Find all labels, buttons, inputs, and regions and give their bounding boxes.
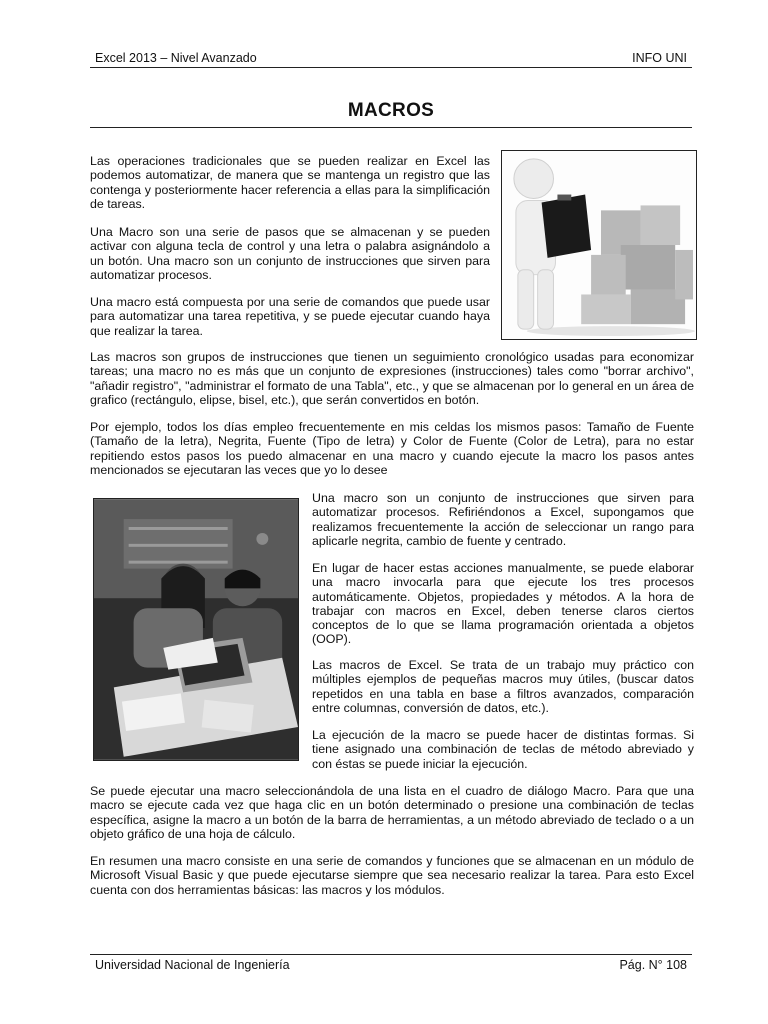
paragraph-intro: Las operaciones tradicionales que se pueden realizar en Excel las podemos automatizar, de manera que se mantenga un registro que las contenga y posteriormente hacer referencia a ellas para la simplificación de tareas. (90, 154, 490, 211)
paragraph-composition: Una macro está compuesta por una serie de comandos que puede usar para automatizar una tarea repetitiva, y se puede ejecutar cuando haya que realizar la tarea. (90, 295, 490, 338)
paragraph-summary: En resumen una macro consiste en una serie de comandos y funciones que se almacenan en un módulo de Microsoft Visual Basic y que puede ejecutarse siempre que sea necesario realizar la tarea. Para esto Excel cuenta con dos herramientas básicas: las macros y los módulos. (90, 854, 694, 897)
header-course-title: Excel 2013 – Nivel Avanzado (95, 51, 257, 65)
paragraph-execution: La ejecución de la macro se puede hacer de distintas formas. Si tiene asignado una combinación de teclas de método abreviado y con éstas se puede iniciar la ejecución. (312, 728, 694, 771)
page-header (90, 50, 692, 68)
page-title: MACROS (90, 100, 692, 128)
people-working-image (94, 499, 298, 760)
paragraph-instruction-groups: Las macros son grupos de instrucciones que tienen un seguimiento cronológico usadas para economizar tareas; una macro no es más que un conjunto de expresiones (instrucciones) tales como "borrar archivo", "añadir registro", "administrar el formato de una Tabla", etc., y que se almacenan por lo general en un área de grafico (rectángulo, elipse, bisel, etc.), que serán convertidos en botón. (90, 350, 694, 407)
paragraph-oop: En lugar de hacer estas acciones manualmente, se puede elaborar una macro invocarla para que ejecute los tres procesos automáticamente. Objetos, propiedades y métodos. A la hora de trabajar con macros en Excel, deben tenerse claros ciertos conceptos de lo que se llama programación orientada a objetos (OOP). (312, 561, 694, 647)
footer-page-number: Pág. N° 108 (619, 958, 687, 972)
paragraph-automation: Una macro son un conjunto de instrucciones que sirven para automatizar procesos. Refiriéndonos a Excel, supongamos que realizamos frecuentemente la acción de seleccionar un rango para aplicarle negrita, cambio de fuente y centrado. (312, 491, 694, 548)
figure-boxes-photo (501, 150, 697, 340)
page-footer (90, 954, 692, 972)
header-institution: INFO UNI (632, 51, 687, 65)
paragraph-definition: Una Macro son una serie de pasos que se almacenan y se pueden activar con alguna tecla de control y una letra o palabra asignándolo a un botón. Una macro son un conjunto de instrucciones que sirven para automatizar procesos. (90, 225, 490, 282)
people-laptop-photo (93, 498, 299, 761)
paragraph-run-macro: Se puede ejecutar una macro seleccionándola de una lista en el cuadro de diálogo Macro. Para que una macro se ejecute cada vez que haga clic en un botón determinado o presione una combinación de teclas específica, asigne la macro a un botón de la barra de herramientas, a un método abreviado de teclado o a un objeto gráfico de una hoja de cálculo. (90, 784, 694, 841)
paragraph-excel-macros: Las macros de Excel. Se trata de un trabajo muy práctico con múltiples ejemplos de pequeñas macros muy útiles, (buscar datos repetidos en una tabla en base a filtros avanzados, comparación entre columnas, conversión de datos, etc.). (312, 658, 694, 715)
figure-with-clipboard-image (502, 151, 696, 339)
footer-university: Universidad Nacional de Ingeniería (95, 958, 290, 972)
paragraph-example: Por ejemplo, todos los días empleo frecuentemente en mis celdas los mismos pasos: Tamaño de Fuente (Tamaño de la letra), Negrita, Fuente (Tipo de letra) y Color de Fuente (Color de Letra), para no estar repitiendo estos pasos los puedo almacenar en una macro y cuando ejecute la macro los pasos antes mencionados se ejecutaran las veces que yo lo desee (90, 420, 694, 477)
